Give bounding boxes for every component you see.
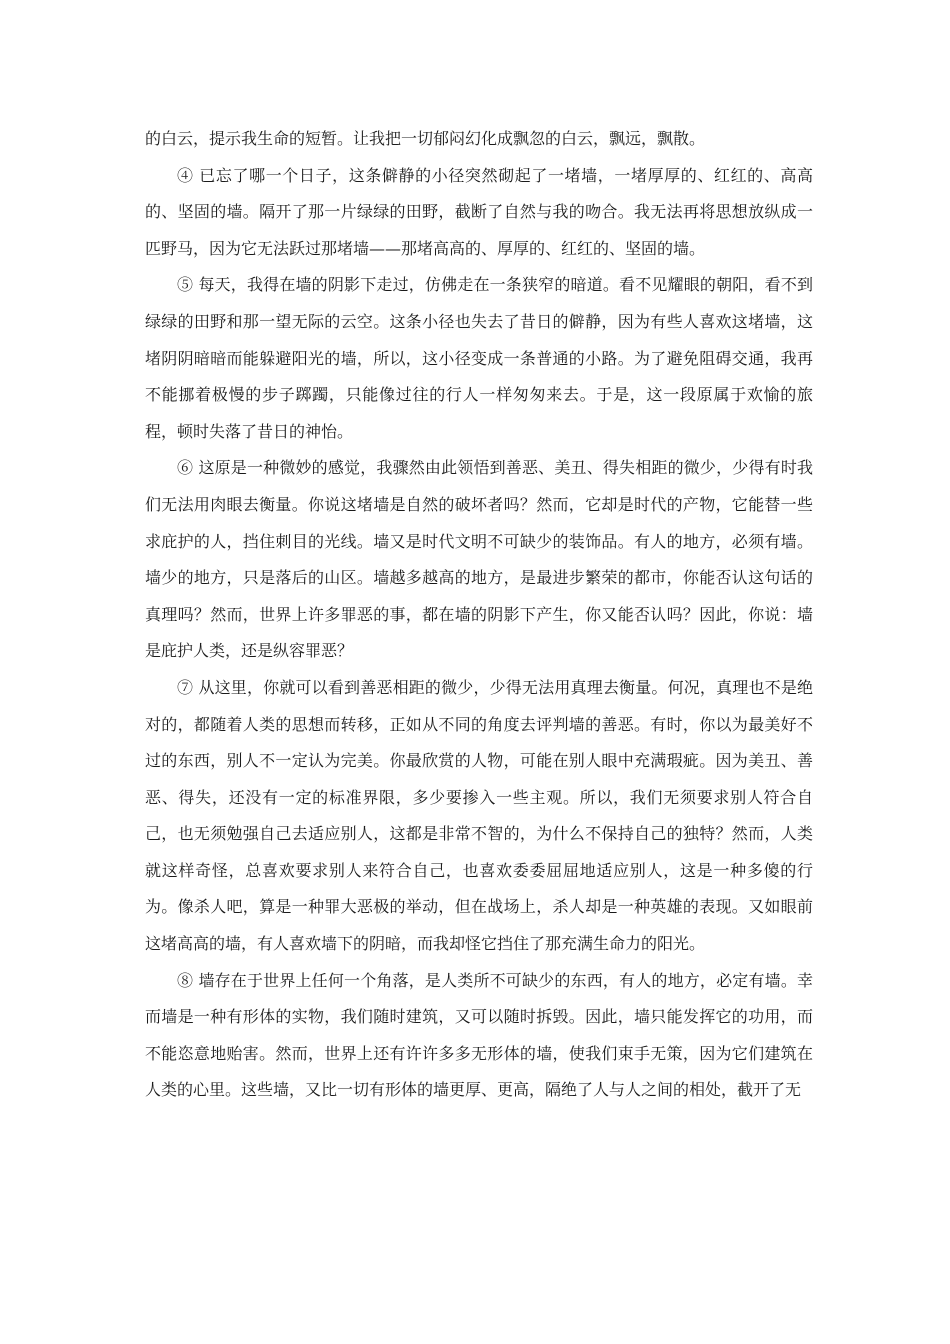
- paragraph-5: ⑤ 每天，我得在墙的阴影下走过，仿佛走在一条狭窄的暗道。看不见耀眼的朝阳，看不到绿绿的田野和那一望无际的云空。这条小径也失去了昔日的僻静，因为有些人喜欢这堵墙，这堵阴阴暗暗而能躲避阳光的墙，所以，这小径变成一条普通的小路。为了避免阻碍交通，我再不能挪着极慢的步子踯躅，只能像过往的行人一样匆匆来去。于是，这一段原属于欢愉的旅程，顿时失落了昔日的神怡。: [145, 275, 813, 441]
- paragraph-8: ⑧ 墙存在于世界上任何一个角落，是人类所不可缺少的东西，有人的地方，必定有墙。幸而墙是一种有形体的实物，我们随时建筑，又可以随时拆毁。因此，墙只能发挥它的功用，而不能恣意地贻害。然而，世界上还有许许多多无形体的墙，使我们束手无策，因为它们建筑在人类的心里。这些墙，又比一切有形体的墙更厚、更高，隔绝了人与人之间的相处，截开了无: [145, 970, 813, 1100]
- paragraph-continuation: 的白云，提示我生命的短暂。让我把一切郁闷幻化成飘忽的白云，飘远，飘散。: [145, 129, 706, 148]
- document-body: [145, 121, 813, 1109]
- paragraph-6: ⑥ 这原是一种微妙的感觉，我骤然由此领悟到善恶、美丑、得失相距的微少，少得有时我们无法用肉眼去衡量。你说这堵墙是自然的破坏者吗？然而，它却是时代的产物，它能替一些求庇护的人，挡住刺目的光线。墙又是时代文明不可缺少的装饰品。有人的地方，必须有墙。墙少的地方，只是落后的山区。墙越多越高的地方，是最进步繁荣的都市，你能否认这句话的真理吗？然而，世界上许多罪恶的事，都在墙的阴影下产生，你又能否认吗？因此，你说：墙是庇护人类，还是纵容罪恶？: [145, 458, 813, 661]
- paragraph-4: ④ 已忘了哪一个日子，这条僻静的小径突然砌起了一堵墙，一堵厚厚的、红红的、高高的、坚固的墙。隔开了那一片绿绿的田野，截断了自然与我的吻合。我无法再将思想放纵成一匹野马，因为它无法跃过那堵墙——那堵高高的、厚厚的、红红的、坚固的墙。: [145, 165, 813, 258]
- paragraph-7: ⑦ 从这里，你就可以看到善恶相距的微少，少得无法用真理去衡量。何况，真理也不是绝对的，都随着人类的思想而转移，正如从不同的角度去评判墙的善恶。有时，你以为最美好不过的东西，别人不一定认为完美。你最欣赏的人物，可能在别人眼中充满瑕疵。因为美丑、善恶、得失，还没有一定的标准界限，多少要掺入一些主观。所以，我们无须要求别人符合自己，也无须勉强自己去适应别人，这都是非常不智的，为什么不保持自己的独特？然而，人类就这样奇怪，总喜欢要求别人来符合自己，也喜欢委委屈屈地适应别人，这是一种多傻的行为。像杀人吧，算是一种罪大恶极的举动，但在战场上，杀人却是一种英雄的表现。又如眼前这堵高高的墙，有人喜欢墙下的阴暗，而我却怪它挡住了那充满生命力的阳光。: [145, 677, 813, 954]
